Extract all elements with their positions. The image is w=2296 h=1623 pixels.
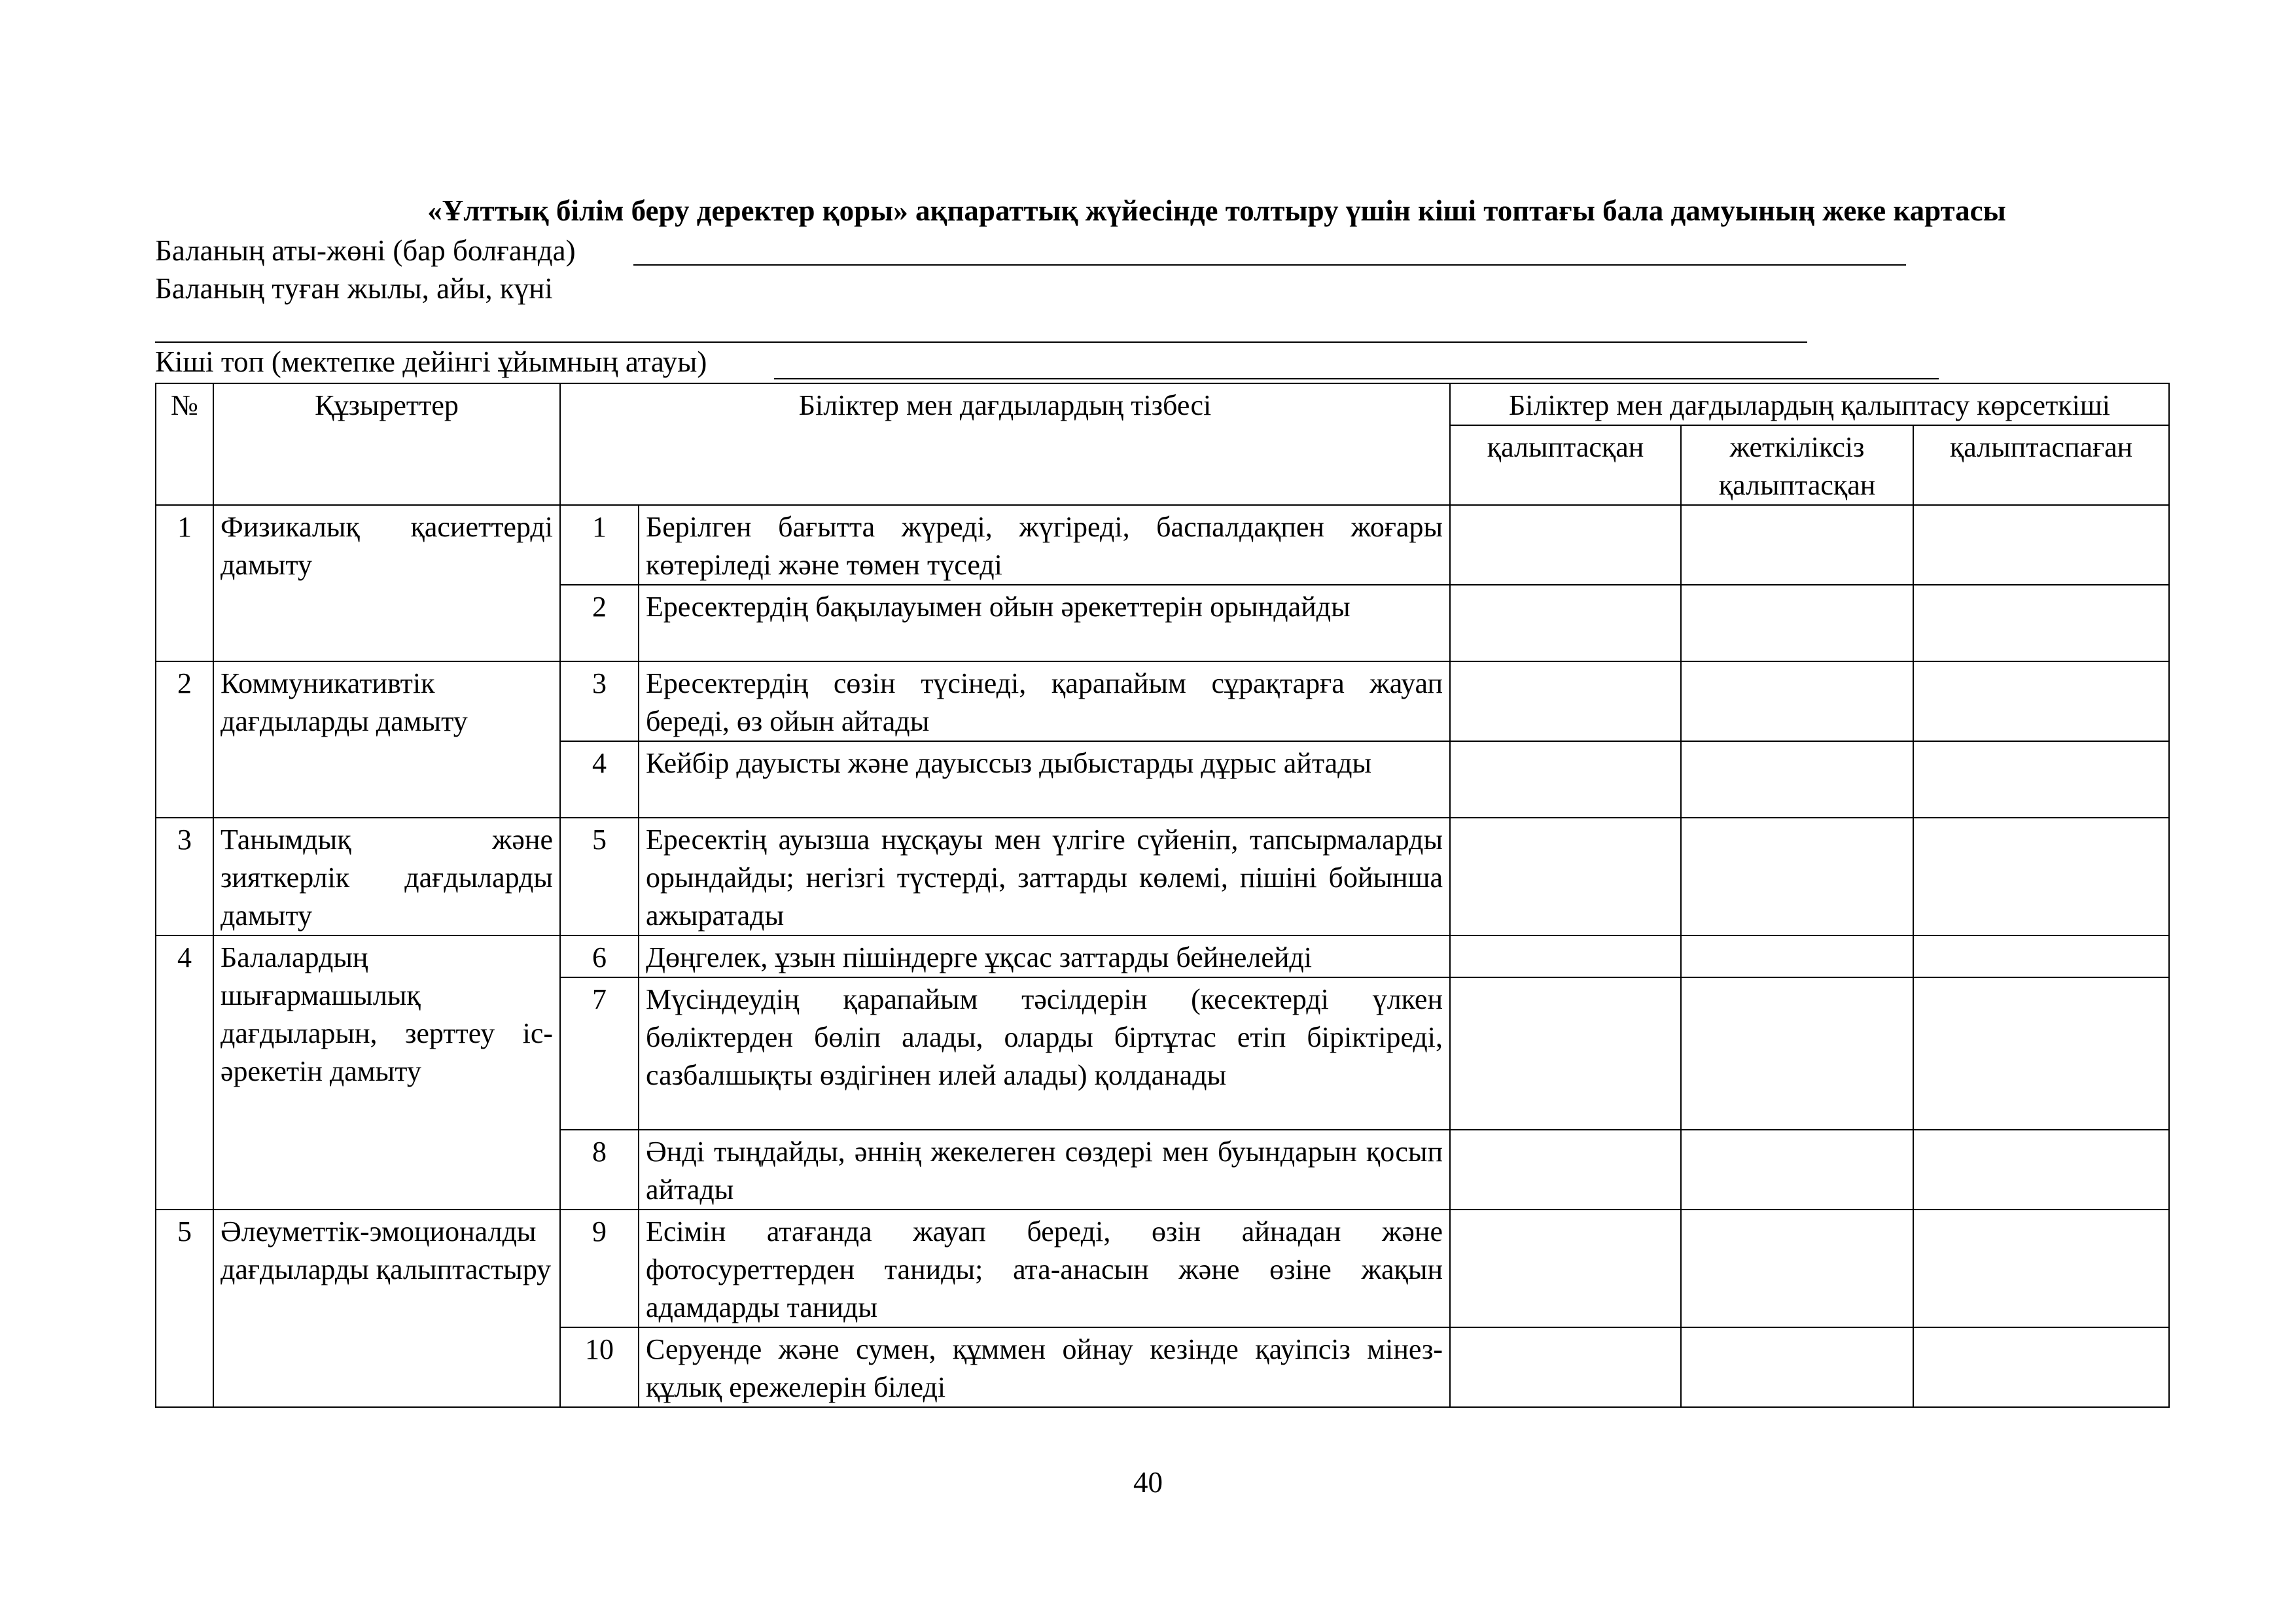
competency-number: 3 [156,818,213,935]
skill-description: Кейбір дауысты және дауыссыз дыбыстарды дұрыс айтады [639,741,1450,818]
skill-number: 10 [560,1327,639,1407]
group-label: Кіші топ (мектепке дейінгі ұйымның атауы) [155,345,707,378]
formed-cell[interactable] [1450,818,1681,935]
competency-number: 1 [156,505,213,661]
skill-description: Ересектердің сөзін түсінеді, қарапайым сұрақтарға жауап береді, өз ойын айтады [639,661,1450,741]
not-formed-cell[interactable] [1913,977,2169,1130]
partial-cell[interactable] [1681,1327,1913,1407]
table-row [156,935,2169,977]
skill-description: Ересектің ауызша нұсқауы мен үлгіге сүйеніп, тапсырмаларды орындайды; негізгі түстерді, заттарды көлемі, пішіні бойынша ажыратады [639,818,1450,935]
formed-cell[interactable] [1450,977,1681,1130]
skill-number: 1 [560,505,639,585]
partial-cell[interactable] [1681,505,1913,585]
header-indicator: Біліктер мен дағдылардың қалыптасу көрсеткіші [1450,383,2169,425]
partial-cell[interactable] [1681,741,1913,818]
formed-cell[interactable] [1450,585,1681,661]
not-formed-cell[interactable] [1913,1130,2169,1210]
formed-cell[interactable] [1450,661,1681,741]
partial-cell[interactable] [1681,661,1913,741]
header-formed: қалыптасқан [1450,425,1681,505]
not-formed-cell[interactable] [1913,1210,2169,1327]
not-formed-cell[interactable] [1913,741,2169,818]
header-num: № [156,383,213,505]
skill-number: 7 [560,977,639,1130]
competency-number: 2 [156,661,213,818]
formed-cell[interactable] [1450,1130,1681,1210]
development-card-table [155,383,2170,1408]
header-partially-formed: жеткіліксіз қалыптасқан [1681,425,1913,505]
partial-cell[interactable] [1681,977,1913,1130]
competency-name: Балалардың шығармашылық дағдыларын, зерттеу іс-әрекетін дамыту [213,935,560,1210]
partial-cell[interactable] [1681,818,1913,935]
skill-description: Серуенде және сумен, құммен ойнау кезінде қауіпсіз мінез-құлық ережелерін біледі [639,1327,1450,1407]
skill-description: Дөңгелек, ұзын пішіндерге ұқсас заттарды бейнелейді [639,935,1450,977]
not-formed-cell[interactable] [1913,505,2169,585]
formed-cell[interactable] [1450,1210,1681,1327]
table-row [156,661,2169,741]
header-skills: Біліктер мен дағдылардың тізбесі [560,383,1450,505]
skill-number: 9 [560,1210,639,1327]
child-name-input-line[interactable] [633,264,1906,266]
child-name-label: Баланың аты-жөні (бар болғанда) [155,234,576,267]
not-formed-cell[interactable] [1913,585,2169,661]
skill-number: 6 [560,935,639,977]
skill-number: 2 [560,585,639,661]
header-not-formed: қалыптаспаған [1913,425,2169,505]
not-formed-cell[interactable] [1913,1327,2169,1407]
partial-cell[interactable] [1681,1210,1913,1327]
table-row [156,818,2169,935]
skill-description: Есімін атағанда жауап береді, өзін айнадан және фотосуреттерден таниды; ата-анасын және өзіне жақын адамдарды таниды [639,1210,1450,1327]
competency-number: 5 [156,1210,213,1407]
skill-number: 8 [560,1130,639,1210]
formed-cell[interactable] [1450,935,1681,977]
partial-cell[interactable] [1681,935,1913,977]
table-row [156,1210,2169,1327]
partial-cell[interactable] [1681,585,1913,661]
skill-description: Ересектердің бақылауымен ойын әрекеттерін орындайды [639,585,1450,661]
formed-cell[interactable] [1450,505,1681,585]
not-formed-cell[interactable] [1913,661,2169,741]
skill-description: Әнді тыңдайды, әннің жекелеген сөздері мен буындарын қосып айтады [639,1130,1450,1210]
group-input-line[interactable] [774,378,1939,379]
competency-name: Әлеуметтік-эмоционалды дағдыларды қалыптастыру [213,1210,560,1407]
formed-cell[interactable] [1450,1327,1681,1407]
skill-number: 3 [560,661,639,741]
skill-number: 4 [560,741,639,818]
formed-cell[interactable] [1450,741,1681,818]
skill-description: Берілген бағытта жүреді, жүгіреді, баспалдақпен жоғары көтеріледі және төмен түседі [639,505,1450,585]
header-competency: Құзыреттер [213,383,560,505]
skill-description: Мүсіндеудің қарапайым тәсілдерін (кесектерді үлкен бөліктерден бөліп алады, оларды біртұтас етіп біріктіреді, сазбалшықты өздігінен илей алады) қолданады [639,977,1450,1130]
skill-number: 5 [560,818,639,935]
page-number: 40 [1133,1466,1163,1499]
competency-name: Танымдық және зияткерлік дағдыларды дамыту [213,818,560,935]
document-title: «Ұлттық білім беру деректер қоры» ақпараттық жүйесінде толтыру үшін кіші топтағы бала дамуының жеке картасы [427,194,2006,227]
birth-date-label: Баланың туған жылы, айы, күні [155,272,553,305]
partial-cell[interactable] [1681,1130,1913,1210]
not-formed-cell[interactable] [1913,935,2169,977]
not-formed-cell[interactable] [1913,818,2169,935]
table-row [156,505,2169,585]
competency-number: 4 [156,935,213,1210]
competency-name: Физикалық қасиеттерді дамыту [213,505,560,661]
competency-name: Коммуникативтік дағдыларды дамыту [213,661,560,818]
